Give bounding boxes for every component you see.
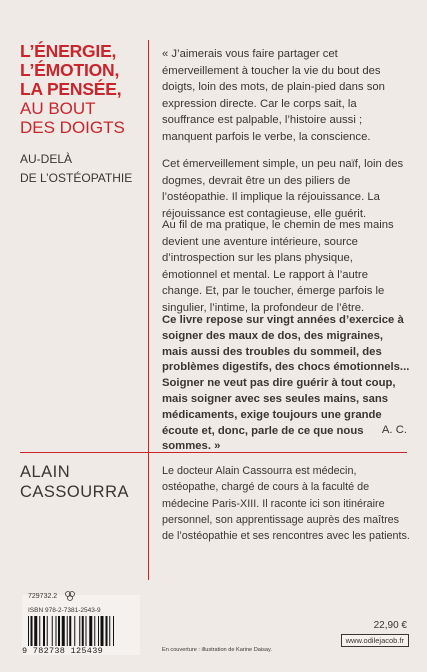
title-line-1: L’ÉNERGIE, (20, 41, 117, 61)
price: 22,90 € (373, 620, 407, 631)
title-line-3: LA PENSÉE, (20, 79, 122, 99)
barcode-bar (74, 616, 75, 646)
cover-credit: En couverture : illustration de Karine Daisay. (162, 647, 272, 653)
author-bio: Le docteur Alain Cassourra est médecin, ostéopathe, chargé de cours à la faculté de médecine Paris-XIII. Il raconte ici son itinéraire personnel, son apprentissage auprès des maîtres de l’ostéopathie et ses rencontres avec les patients. (162, 465, 410, 543)
isbn-text: ISBN 978-2-7381-2543-9 (28, 607, 101, 614)
barcode-bar (82, 616, 84, 646)
title-block (20, 42, 138, 137)
barcode-bar (94, 616, 95, 646)
product-code: 729732.2 (28, 593, 58, 600)
author-name (20, 462, 145, 502)
author-first-name: ALAIN (20, 463, 71, 481)
barcode-bar (39, 616, 40, 646)
barcode-bar (34, 616, 37, 646)
barcode-bar (47, 616, 48, 646)
barcode-bar (31, 616, 33, 646)
barcode-bar (98, 616, 99, 646)
subtitle-line-1: AU-DELÀ (20, 152, 73, 166)
author-last-name: CASSOURRA (20, 483, 130, 501)
barcode-bar (69, 616, 71, 646)
title-line-4: AU BOUT (20, 99, 96, 118)
recycle-icon (64, 590, 76, 602)
barcode-bar (62, 616, 65, 646)
barcode-bar (89, 616, 92, 646)
signature: A. C. (381, 424, 407, 436)
quote-paragraph-3: Au fil de ma pratique, le chemin de mes mains devient une aventure intérieure, source d’introspection sur les plans physique, émotionnel et mental. Le rapport à l’autre change. Et, par le toucher, émerge parfois le singulier, l’intime, la profondeur de l’être. (162, 219, 394, 314)
barcode-bar (56, 616, 57, 646)
quote-paragraph-bold: Ce livre repose sur vingt années d’exercice à soigner des maux de dos, des migraines, mais aussi des troubles du sommeil, des problèmes digestifs, des chocs émotionnels... Soigner ne veut pas dire guérir à tout coup, mais soigner avec ses seules mains, sans médicaments, exige toujours une grande écoute et, donc, parle de ce que nous sommes. » (162, 314, 410, 453)
vertical-divider-top (148, 40, 149, 452)
publisher-url[interactable]: www.odilejacob.fr (341, 634, 409, 647)
barcode (28, 616, 140, 646)
barcode-bar (109, 616, 110, 646)
barcode-bar (67, 616, 68, 646)
barcode-bar (106, 616, 108, 646)
subtitle-line-2: DE L’OSTÉOPATHIE (20, 171, 133, 185)
quote-paragraph-2: Cet émerveillement simple, un peu naïf, loin des dogmes, devrait être un des piliers de l’ostéopathie. Il implique la réjouissance. La réjouissance est contagieuse, elle guérit. (162, 158, 404, 220)
barcode-bar (113, 616, 114, 646)
title-line-5: DES DOIGTS (20, 118, 125, 137)
barcode-bar (86, 616, 87, 646)
barcode-bar (79, 616, 80, 646)
title-line-2: L’ÉMOTION, (20, 60, 120, 80)
barcode-bar (43, 616, 45, 646)
subtitle (20, 150, 140, 188)
vertical-divider-bottom (148, 452, 149, 580)
barcode-bar (58, 616, 60, 646)
barcode-bar (101, 616, 104, 646)
barcode-bar (28, 616, 29, 646)
barcode-digits: 9 782738 125439 (22, 646, 104, 656)
barcode-bar (52, 616, 53, 646)
quote-paragraph-1: « J’aimerais vous faire partager cet émerveillement à toucher la vie du bout des doigts, loin des mots, de plain-pied dans son expression directe. Car le corps sait, la souffrance est palpable, l’histoire aussi ; manquent parfois le verbe, la conscience. (162, 48, 385, 143)
